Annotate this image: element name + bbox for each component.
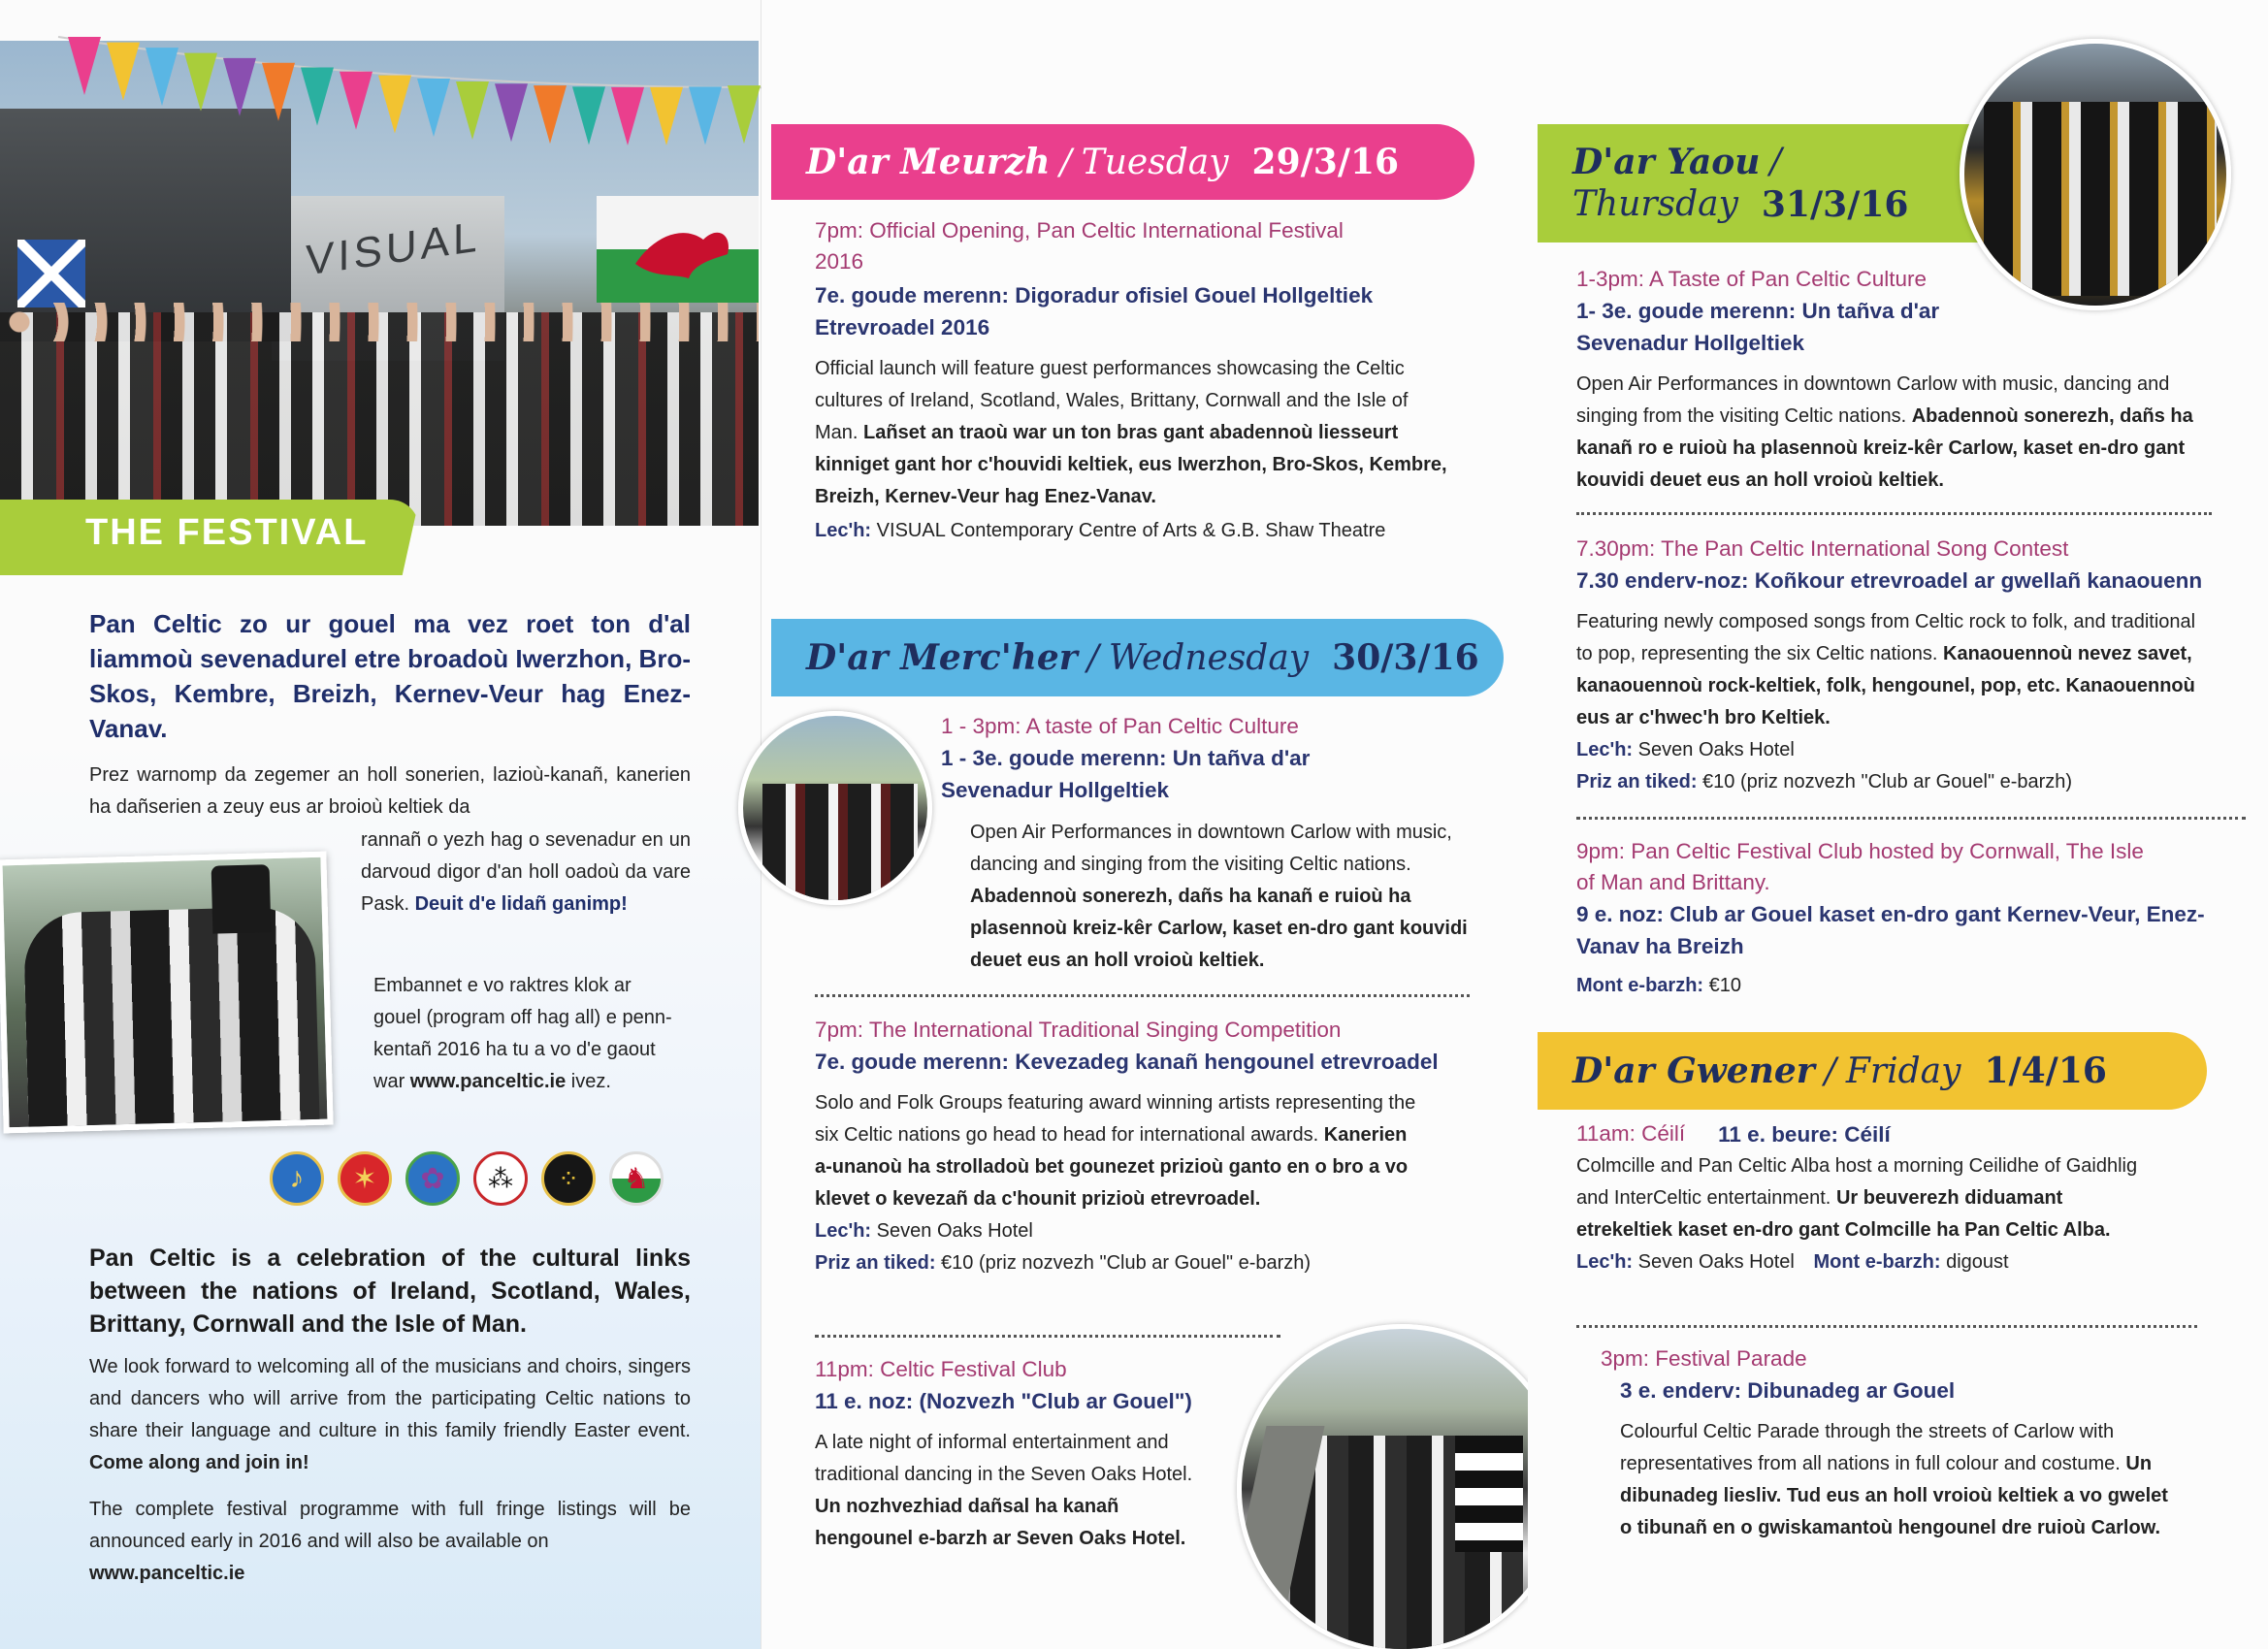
panceltic-link-br[interactable]: www.panceltic.ie (409, 1071, 567, 1092)
parade-photo (1237, 1324, 1567, 1649)
wed-e3-body (815, 1427, 1203, 1555)
wednesday-event-1 (941, 711, 1470, 806)
wed-e1-body-br: Abadennoù sonerezh, dañs ha kanañ e ruioù ha plasennoù kreiz-kêr Carlow, kaset en-dro gant kouvidi deuet eus an holl vroioù keltiek. (970, 886, 1468, 971)
pennant (146, 48, 178, 106)
thu-e2-price (1576, 766, 2226, 798)
visual-sign: VISUAL (306, 212, 481, 285)
bezants-icon: ⁘ (541, 1151, 596, 1206)
fri-e1-location (1576, 1246, 2217, 1278)
thu-e2-body (1576, 606, 2207, 734)
para-english-1-call: Come along and join in! (89, 1452, 309, 1473)
wed-e2-loc-label: Lec'h: (815, 1220, 872, 1242)
wednesday-event-3 (815, 1354, 1222, 1555)
harp-icon: ♪ (270, 1151, 324, 1206)
wed-e3-en: 11pm: Celtic Festival Club (815, 1357, 1067, 1381)
crowd-heads (0, 303, 759, 341)
thu-e3-price (1576, 970, 2217, 1002)
tuesday-loc: VISUAL Contemporary Centre of Arts & G.B. Shaw Theatre (876, 520, 1386, 541)
tuesday-body-en: Official launch will feature guest performances showcasing the Celtic cultures of Ireland, Scotland, Wales, Brittany, Cornwall and the Isle of Man. (815, 358, 1409, 443)
para-english-2-text: The complete festival programme with full fringe listings will be announced early in 2016 and will also be available on (89, 1499, 691, 1552)
fri-e1-body-br: Ur beuverezh diduamant etrekeltiek kaset en-dro gant Colmcille ha Pan Celtic Alba. (1576, 1187, 2111, 1241)
wednesday-tab (771, 619, 1504, 696)
tuesday-date: 29/3/16 (1251, 142, 1400, 182)
para-breton-2 (361, 824, 691, 921)
friday-event-1 (1576, 1118, 2217, 1278)
thu-e2-price-value: €10 (priz nozvezh "Club ar Gouel" e-barzh) (1702, 771, 2073, 792)
fri-e1-loc-label: Lec'h: (1576, 1251, 1634, 1273)
ermine-icon: ⁂ (473, 1151, 528, 1206)
para-breton-1: Prez warnomp da zegemer an holl sonerien, lazioù-kanañ, kanerien ha dañserien a zeuy eus ar broioù keltiek da (89, 764, 691, 818)
wed-divider-1 (815, 994, 1470, 997)
pennant (68, 37, 101, 95)
tuesday-loc-label: Lec'h: (815, 520, 872, 541)
wednesday-event-2 (815, 1015, 1470, 1279)
para-breton-3-text: Embannet e vo raktres klok ar gouel (program off hag all) e penn-kentañ 2016 ha tu a vo d'e gaout war (373, 975, 672, 1092)
thu-e3-price-value: €10 (1708, 975, 1742, 996)
thursday-sep: / (1769, 142, 1782, 181)
para-english-2 (89, 1494, 691, 1590)
tuesday-day-br: D'ar Meurzh (806, 142, 1051, 182)
thu-e2-body-en: Featuring newly composed songs from Celtic rock to folk, and traditional to pop, representing the six Celtic nations. (1576, 611, 2196, 664)
fri-e1-body (1576, 1150, 2158, 1246)
intro-english: Pan Celtic is a celebration of the cultural links between the nations of Ireland, Scotland, Wales, Brittany, Cornwall and the Isle of Man. (89, 1245, 691, 1338)
friday-date: 1/4/16 (1984, 1051, 2107, 1091)
triskelion-icon: ✶ (338, 1151, 392, 1206)
thu-e2-loc-label: Lec'h: (1576, 739, 1634, 760)
wed-e3-body-en: A late night of informal entertainment and traditional dancing in the Seven Oaks Hotel. (815, 1432, 1193, 1485)
thistle-icon: ✿ (405, 1151, 460, 1206)
pennant (184, 53, 217, 112)
pennant (262, 63, 295, 121)
wed-e3-br: 11 e. noz: (Nozvezh "Club ar Gouel") (815, 1389, 1192, 1413)
pennant (223, 58, 256, 116)
intro-breton: Pan Celtic zo ur gouel ma vez roet ton d'al liammoù sevenadurel etre broadoù Iwerzhon, Bro-Skos, Kembre, Breizh, Kernev-Veur hag Enez-Vanav. (89, 609, 691, 743)
thu-divider-2 (1576, 817, 2246, 820)
fri-e1-price-label: Mont e-barzh: (1813, 1251, 1941, 1273)
thu-e1-en: 1-3pm: A Taste of Pan Celtic Culture (1576, 267, 1928, 291)
para-breton-2-call: Deuit d'e lidañ ganimp! (414, 893, 628, 915)
fri-e1-price-value: digoust (1946, 1251, 2009, 1273)
thu-e2-en: 7.30pm: The Pan Celtic International Song Contest (1576, 536, 2069, 561)
fri-e2-body-br: Un dibunadeg liesliv. Tud eus an holl vroioù keltiek a vo gwelet o tibunañ en o gwiskamantoù hengounel dre ruioù Carlow. (1620, 1453, 2168, 1538)
friday-day-br: D'ar Gwener (1572, 1051, 1815, 1091)
welsh-flag (597, 196, 759, 303)
wed-divider-2 (815, 1335, 1280, 1338)
wed-e2-price-value: €10 (priz nozvezh "Club ar Gouel" e-barzh) (941, 1252, 1312, 1274)
women-photo (0, 852, 334, 1134)
wed-e2-en: 7pm: The International Traditional Singing Competition (815, 1018, 1342, 1042)
wed-e1-body-text (815, 817, 1470, 977)
tuesday-location (815, 515, 1455, 547)
pennant (378, 76, 411, 134)
thu-e1-br: 1- 3e. goude merenn: Un tañva d'ar Sevenadur Hollgeltiek (1576, 299, 1940, 355)
fri-e1-br: 11 e. beure: Céilí (1718, 1122, 1891, 1147)
tuesday-event (815, 215, 1455, 547)
thu-e3-br: 9 e. noz: Club ar Gouel kaset en-dro gant Kernev-Veur, Enez-Vanav ha Breizh (1576, 902, 2205, 958)
fri-e2-body-en: Colourful Celtic Parade through the streets of Carlow with representatives from all nations in full colour and costume. (1620, 1421, 2121, 1474)
tuesday-tab (771, 124, 1474, 200)
wed-e1-body (815, 817, 1470, 977)
wed-e2-body (815, 1087, 1426, 1215)
wed-e1-br: 1 - 3e. goude merenn: Un tañva d'ar Sevenadur Hollgeltiek (941, 746, 1311, 802)
thursday-line-1 (1572, 141, 1792, 183)
wed-e1-body-en: Open Air Performances in downtown Carlow with music, dancing and singing from the visiting Celtic nations. (970, 822, 1452, 875)
women-group (23, 906, 320, 1127)
tuesday-sep: / (1059, 142, 1072, 182)
tuesday-time-en: 7pm: Official Opening, Pan Celtic International Festival 2016 (815, 218, 1344, 274)
thursday-event-3 (1576, 836, 2217, 1002)
thu-e2-body-br: Kanaouennoù nevez savet, kanaouennoù rock-keltiek, folk, hengounel, pop, etc. Kanaouennoù eus ar c'hwec'h bro Keltiek. (1576, 643, 2195, 728)
para-english-1-text: We look forward to welcoming all of the musicians and choirs, singers and dancers who will arrive from the participating Celtic nations to share their language and culture in this family friendly Easter event. (89, 1356, 691, 1441)
friday-sep: / (1824, 1051, 1836, 1091)
festival-label: THE FESTIVAL (85, 512, 369, 553)
thursday-event-1 (1576, 264, 2217, 497)
thursday-event-2 (1576, 534, 2226, 798)
para-english-1 (89, 1351, 691, 1479)
wednesday-day-br: D'ar Merc'her (806, 637, 1078, 678)
thu-e2-br: 7.30 enderv-noz: Koñkour etrevroadel ar gwellañ kanaouenn (1576, 568, 2203, 593)
fri-e2-en: 3pm: Festival Parade (1601, 1346, 1807, 1371)
wednesday-day-en: Wednesday (1108, 637, 1310, 678)
panel-tue-wed (761, 0, 1528, 1649)
fri-e1-loc: Seven Oaks Hotel (1637, 1251, 1795, 1273)
para-breton-3-end: ivez. (570, 1071, 611, 1092)
wed-e1-en: 1 - 3pm: A taste of Pan Celtic Culture (941, 714, 1299, 738)
wed-e2-body-en: Solo and Folk Groups featuring award winning artists representing the six Celtic nations go head to head for international awards. (815, 1092, 1416, 1146)
fri-e1-titles (1576, 1118, 2217, 1150)
wed-e2-body-br: Kanerien a-unanoù ha strolladoù bet gounezet prizioù ganto en o bro a vo klevet o kevezañ da c'hounit prizioù etrevroadel. (815, 1124, 1409, 1210)
friday-day-en: Friday (1845, 1051, 1961, 1091)
thursday-date: 31/3/16 (1761, 184, 1909, 225)
wednesday-sep: / (1086, 637, 1099, 678)
fri-e1-en: 11am: Céilí (1576, 1121, 1686, 1146)
wednesday-date: 30/3/16 (1332, 637, 1479, 678)
dragon-icon: ♞ (609, 1151, 664, 1206)
emblem-row (270, 1151, 664, 1206)
crowd (0, 312, 759, 526)
scottish-flag (17, 240, 85, 307)
thursday-day-en: Thursday (1572, 184, 1738, 224)
fri-e2-br: 3 e. enderv: Dibunadeg ar Gouel (1620, 1378, 1956, 1403)
fri-divider-1 (1576, 1325, 2197, 1328)
pennant (340, 72, 373, 130)
thu-e2-loc: Seven Oaks Hotel (1637, 739, 1795, 760)
thu-e3-en: 9pm: Pan Celtic Festival Club hosted by Cornwall, The Isle of Man and Brittany. (1576, 839, 2144, 894)
fri-e2-body (1620, 1416, 2183, 1544)
parade-flag (1455, 1436, 1523, 1552)
wed-e3-body-br: Un nozhvezhiad dañsal ha kanañ hengounel e-barzh ar Seven Oaks Hotel. (815, 1496, 1186, 1549)
friday-event-2 (1601, 1343, 2221, 1544)
friday-tab (1538, 1032, 2207, 1110)
pennant (301, 67, 334, 125)
tuesday-day-en: Tuesday (1081, 142, 1229, 182)
thu-e1-body-en: Open Air Performances in downtown Carlow with music, dancing and singing from the visiting Celtic nations. (1576, 373, 2170, 427)
para-breton-2-text: rannañ o yezh hag o sevenadur en un darvoud digor d'an holl oadoù da vare Pask. (361, 829, 691, 915)
tuesday-time-br: 7e. goude merenn: Digoradur ofisiel Gouel Hollgeltiek Etrevroadel 2016 (815, 283, 1374, 340)
thu-e2-price-label: Priz an tiked: (1576, 771, 1698, 792)
thursday-day-br: D'ar Yaou (1572, 142, 1761, 182)
wed-e2-br: 7e. goude merenn: Kevezadeg kanañ hengounel etrevroadel (815, 1050, 1439, 1074)
fri-e1-body-en: Colmcille and Pan Celtic Alba host a morning Ceilidhe of Gaidhlig and InterCeltic entertainment. (1576, 1155, 2138, 1209)
tall-hat (211, 864, 272, 934)
tuesday-body (815, 353, 1455, 513)
pennant (107, 43, 140, 101)
thu-divider-1 (1576, 512, 2212, 515)
thu-e3-price-label: Mont e-barzh: (1576, 975, 1704, 996)
wed-e2-price (815, 1247, 1470, 1279)
thu-e1-body-br: Abadennoù sonerezh, dañs ha kanañ ro e ruioù ha plasennoù kreiz-kêr Carlow, kaset en-dro gant kouvidi deuet eus an holl vroioù keltiek. (1576, 405, 2193, 491)
wed-e2-loc: Seven Oaks Hotel (876, 1220, 1033, 1242)
wed-e2-location (815, 1215, 1470, 1247)
para-breton-3 (373, 970, 674, 1098)
panel-thu-fri (1528, 0, 2268, 1649)
panceltic-link-en[interactable]: www.panceltic.ie (89, 1563, 245, 1584)
thu-e1-body (1576, 369, 2207, 497)
tuesday-body-br: Lañset an traoù war un ton bras gant abadennoù liesseurt kinniget gant hor c'houvidi keltiek, eus Iwerzhon, Bro-Skos, Kembre, Breizh, Kernev-Veur hag Enez-Vanav. (815, 422, 1447, 507)
thursday-line-2 (1572, 183, 1908, 226)
wed-e2-price-label: Priz an tiked: (815, 1252, 936, 1274)
panel-festival (0, 0, 761, 1649)
thu-e2-location (1576, 734, 2226, 766)
